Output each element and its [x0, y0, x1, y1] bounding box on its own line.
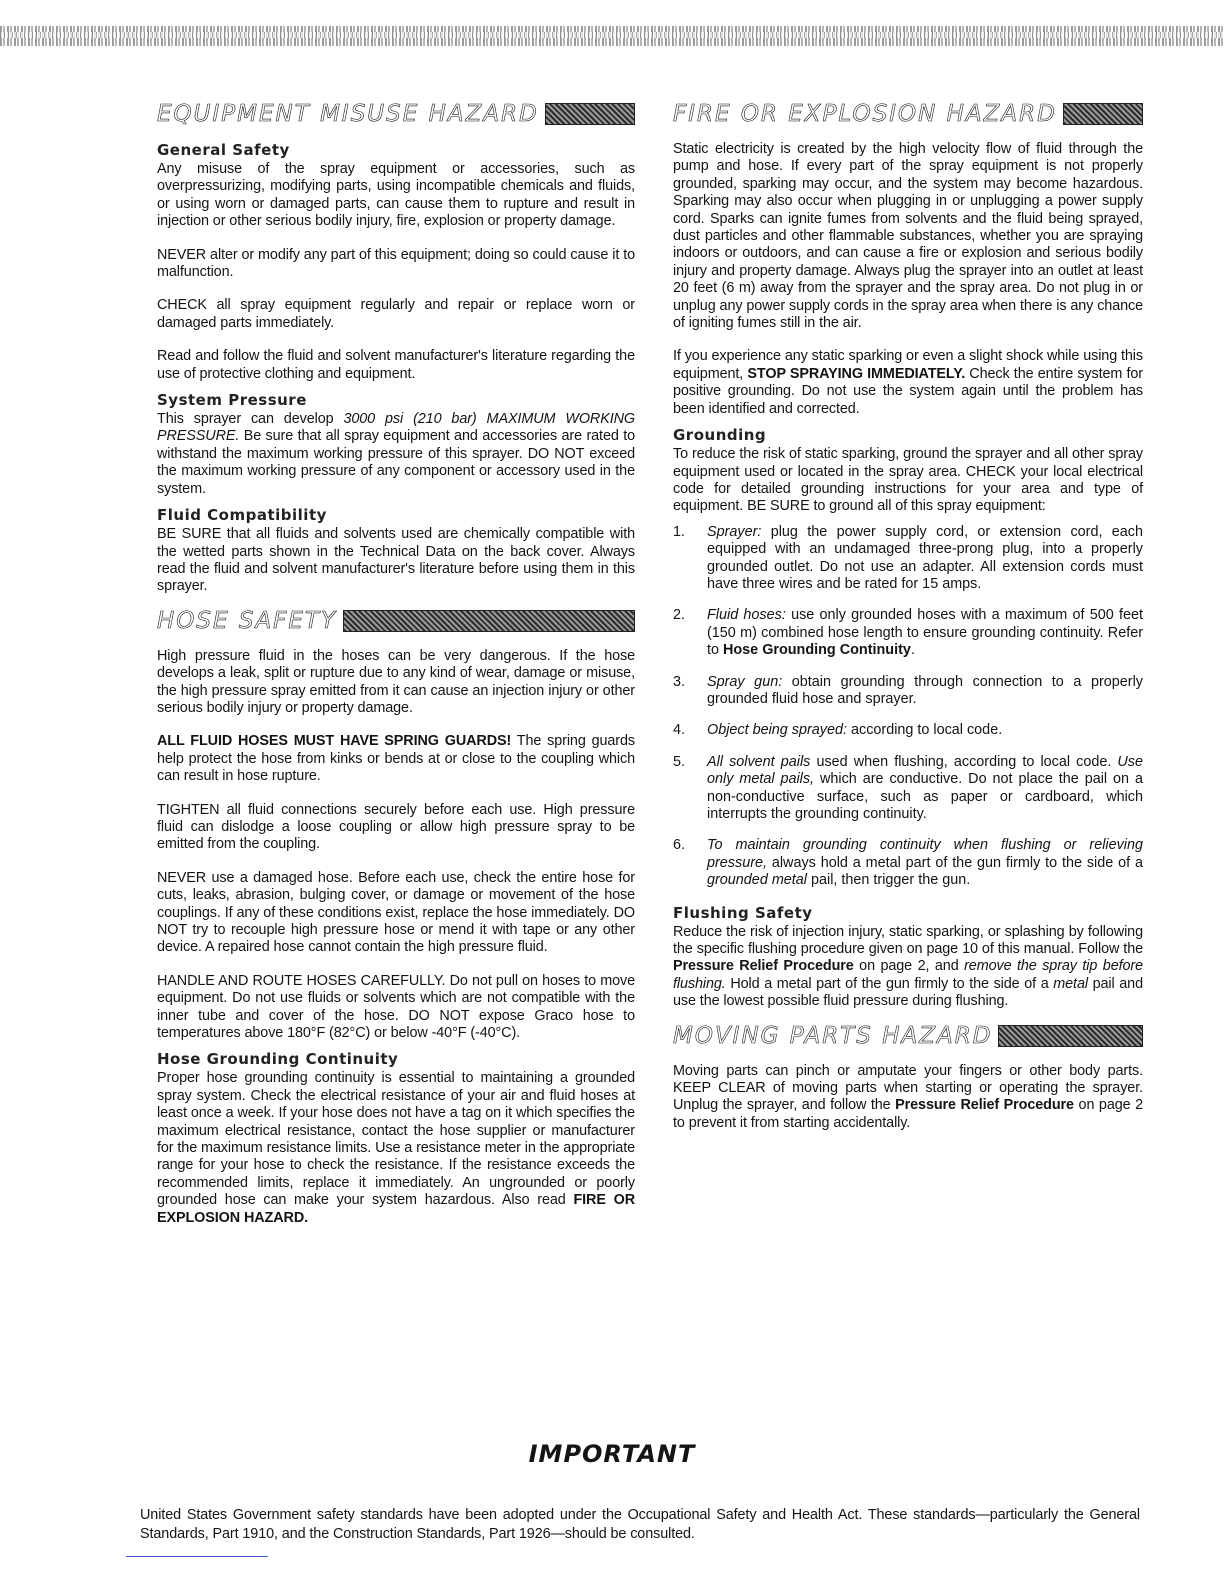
heading-shade-bar [545, 103, 635, 125]
list-item: 5. All solvent pails used when flushing, according to local code. Use only metal pails, which are conductive. Do not place the pail on a non-conductive surface, such as paper or cardboard, which interrupts the grounding continuity. [673, 753, 1143, 822]
moving-parts-title: MOVING PARTS HAZARD [673, 1022, 993, 1049]
hose-safety-p5: HANDLE AND ROUTE HOSES CAREFULLY. Do not pull on hoses to move equipment. Do not use fluids or solvents which are not compatible with the inner tube and cover of the hose. DO NOT expose Graco hose to temperatures above 180°F (82°C) or below -40°F (-40°C). [157, 972, 635, 1042]
heading-shade-bar [343, 610, 635, 632]
hose-grounding-p1: Proper hose grounding continuity is essential to maintaining a grounded spray system. Check the electrical resistance of your air and fluid hoses at least once a week. If your hose does not have a tag on it which specifies the maximum electrical resistance, contact the hose supplier or manufacturer for the maximum resistance limits. Use a resistance meter in the appropriate range for your hose to check the resistance. If the resistance exceeds the recommended limits, replace it immediately. An ungrounded or poorly grounded hose can make your system hazardous. Also read FIRE OR EXPLOSION HAZARD. [157, 1070, 635, 1226]
equipment-misuse-heading [157, 97, 635, 131]
moving-parts-p1: Moving parts can pinch or amputate your fingers or other body parts. KEEP CLEAR of moving parts when starting or operating the sprayer. Unplug the sprayer, and follow the Pressure Relief Procedure on page 2 to prevent it from starting accidentally. [673, 1062, 1144, 1131]
hose-safety-p3: TIGHTEN all fluid connections securely before each use. High pressure fluid can dislodge a loose coupling or allow high pressure spray to be emitted from the coupling. [157, 801, 635, 853]
fire-explosion-p1: Static electricity is created by the high velocity flow of fluid through the pump and hose. If every part of the spray equipment is not properly grounded, sparking may occur, and the system may become hazardous. Sparking may also occur when plugging in or unplugging a power supply cord. Sparks can ignite fumes from solvents and the fluid being sprayed, dust particles and other flammable substances, whether you are spraying indoors or outdoors, and can cause a fire or explosion and serious bodily injury and property damage. Always plug the sprayer into an outlet at least 20 feet (6 m) away from the sprayer and the spray area. Do not plug in or unplug any power supply cords in the spray area when there is any chance of igniting fumes still in the air. [673, 141, 1143, 332]
grounding-intro: To reduce the risk of static sparking, ground the sprayer and all other spray equipment used or located in the spray area. CHECK your local electrical code for detailed grounding instructions for your area and type of equipment. BE SURE to ground all of this spray equipment: [673, 446, 1143, 515]
general-safety-p2: NEVER alter or modify any part of this equipment; doing so could cause it to malfunction. [157, 246, 635, 281]
hose-grounding-subheading: Hose Grounding Continuity [157, 1050, 399, 1069]
heading-shade-bar [998, 1025, 1143, 1047]
system-pressure-subheading: System Pressure [157, 391, 307, 410]
hose-safety-heading [157, 604, 635, 638]
equipment-misuse-title: EQUIPMENT MISUSE HAZARD [157, 101, 539, 127]
hose-safety-p4: NEVER use a damaged hose. Before each use, check the entire hose for cuts, leaks, abrasion, bulging cover, or damage or movement of the hose couplings. If any of these conditions exist, replace the hose immediately. DO NOT try to recouple high pressure hose or mend it with tape or any other device. A repaired hose cannot contain the high pressure fluid. [157, 869, 635, 956]
hose-safety-p1: High pressure fluid in the hoses can be very dangerous. If the hose develops a leak, split or rupture due to any kind of wear, damage or misuse, the high pressure spray emitted from it can cause an injection injury or other serious bodily injury or property damage. [157, 647, 635, 716]
list-item: 1. Sprayer: plug the power supply cord, or extension cord, each equipped with an undamaged three-prong plug, into a properly grounded outlet. Do not use an adapter. All extension cords must have three wires and be rated for 15 amps. [673, 523, 1143, 592]
right-column [673, 97, 1143, 1148]
fluid-compatibility-subheading: Fluid Compatibility [157, 506, 327, 525]
general-safety-p3: CHECK all spray equipment regularly and repair or replace worn or damaged parts immediately. [157, 297, 635, 331]
flushing-safety-subheading: Flushing Safety [673, 903, 813, 922]
list-item: 2. Fluid hoses: use only grounded hoses with a maximum of 500 feet (150 m) combined hose length to ensure grounding continuity. Refer to Hose Grounding Continuity. [673, 607, 1143, 659]
general-safety-p4: Read and follow the fluid and solvent manufacturer's literature regarding the use of protective clothing and equipment. [157, 348, 635, 382]
important-heading: IMPORTANT [528, 1440, 696, 1468]
hose-safety-p2: ALL FLUID HOSES MUST HAVE SPRING GUARDS! The spring guards help protect the hose from kinks or bends at or close to the coupling which can result in hose rupture. [157, 733, 635, 785]
list-item: 4. Object being sprayed: according to local code. [673, 722, 1003, 739]
fire-explosion-title: FIRE OR EXPLOSION HAZARD [673, 101, 1057, 127]
fire-explosion-heading [673, 97, 1143, 131]
system-pressure-p1: This sprayer can develop 3000 psi (210 bar) MAXIMUM WORKING PRESSURE. Be sure that all spray equipment and accessories are rated to withstand the maximum working pressure of this sprayer. DO NOT exceed the maximum working pressure of any component or accessory used in the system. [157, 411, 635, 497]
left-column [157, 97, 635, 1243]
grounding-list [673, 524, 1143, 890]
grounding-subheading: Grounding [673, 426, 767, 445]
fluid-compatibility-p1: BE SURE that all fluids and solvents used are chemically compatible with the wetted parts shown in the Technical Data on the back cover. Always read the fluid and solvent manufacturer's literature before using them in this sprayer. [157, 526, 635, 595]
general-safety-p1: Any misuse of the spray equipment or accessories, such as overpressurizing, modifying parts, using incompatible chemicals and fluids, or using worn or damaged parts, can cause them to rupture and result in injection or other serious bodily injury, fire, explosion or property damage. [157, 161, 635, 230]
scan-edge-artifact [0, 26, 1224, 46]
underline-mark [126, 1556, 268, 1557]
fire-explosion-p2: If you experience any static sparking or even a slight shock while using this equipment, STOP SPRAYING IMMEDIATELY. Check the entire system for positive grounding. Do not use the system again until the problem has been identified and corrected. [673, 348, 1143, 417]
flushing-safety-p1: Reduce the risk of injection injury, static sparking, or splashing by following the specific flushing procedure given on page 10 of this manual. Follow the Pressure Relief Procedure on page 2, and remove the spray tip before flushing. Hold a metal part of the gun firmly to the side of a metal pail and use the lowest possible fluid pressure during flushing. [673, 923, 1143, 1010]
list-item: 6. To maintain grounding continuity when flushing or relieving pressure, always hold a metal part of the gun firmly to the side of a grounded metal pail, then trigger the gun. [673, 837, 1143, 889]
heading-shade-bar [1063, 103, 1143, 125]
hose-safety-title: HOSE SAFETY [157, 607, 338, 634]
general-safety-subheading: General Safety [157, 141, 290, 159]
list-item: 3. Spray gun: obtain grounding through connection to a properly grounded fluid hose and sprayer. [673, 673, 1143, 707]
important-body: United States Government safety standards have been adopted under the Occupational Safety and Health Act. These standards—particularly the General Standards, Part 1910, and the Construction Standards, Part 1926—should be consulted. [140, 1507, 1140, 1542]
moving-parts-heading [673, 1019, 1143, 1053]
